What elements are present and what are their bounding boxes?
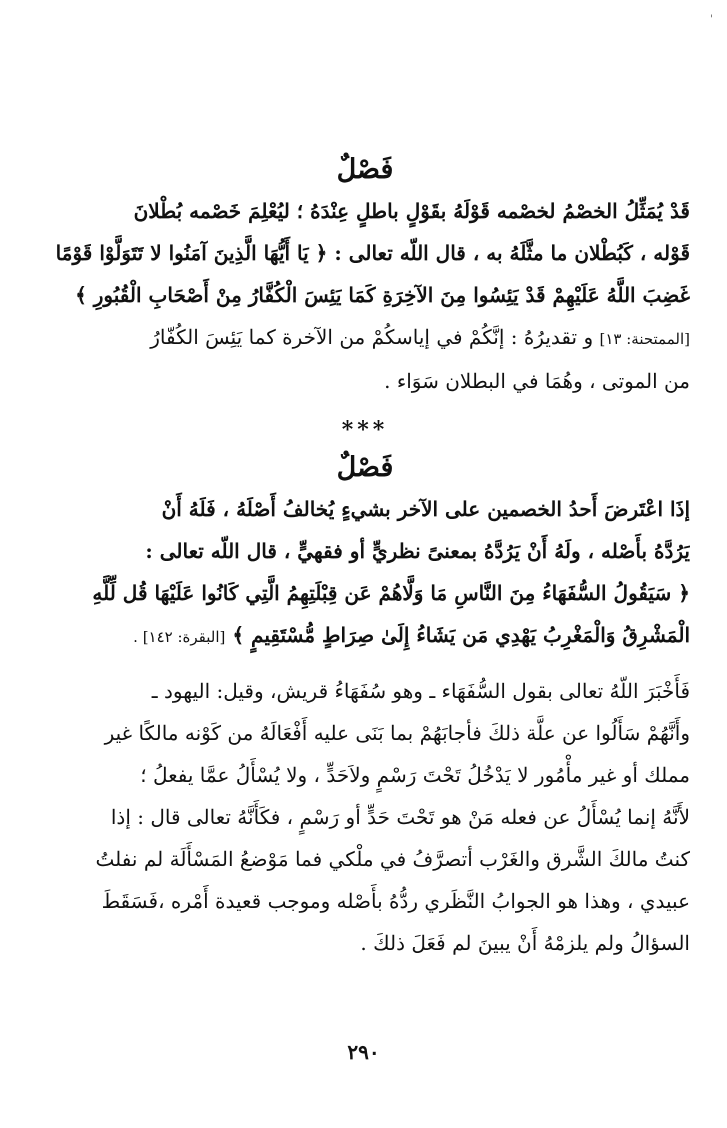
- section1-line-1: قَدْ يُمَثِّلُ الخصْمُ لخصْمه قَوْلَهُ بقَوْلٍ باطلٍ عِنْدَهُ ؛ ليُعْلِمَ خَصْمه بُطْلانَ: [133, 199, 690, 223]
- section-separator: ***: [341, 417, 389, 443]
- paragraph-gap: [40, 658, 690, 670]
- quran-reference-1: [الممتحنة: ١٣]: [599, 330, 690, 348]
- section2-verse-end: الْمَشْرِقُ وَالْمَغْرِبُ يَهْدِي مَن يَشَاءُ إِلَىٰ صِرَاطٍ مُّسْتَقِيمٍ ﴾: [232, 623, 690, 647]
- section2-body-line-1: فَأَخْبَرَ اللّهُ تعالى بقول السُّفَهَاء ـ وهو سُفَهَاءُ قريش، وقيل: اليهود ـ: [151, 679, 690, 703]
- section2-body-line-4: لأَنَّهُ إنما يُسْأَلُ عن فعله مَنْ هو تَحْتَ حَدٍّ أو رَسْمٍ ، فكَأَنَّهُ تعالى قال : إذا: [110, 805, 690, 829]
- section1-line-5: من الموتى ، وهُمَا في البطلان سَوَاء .: [384, 369, 690, 393]
- page-number: ٢٩٠: [347, 1040, 380, 1064]
- section1-line-3: غَضِبَ اللَّهُ عَلَيْهِمْ قَدْ يَئِسُوا مِنَ الآخِرَةِ كَمَا يَئِسَ الْكُفَّارُ مِنْ أَصْحَابِ الْقُبُورِ ﴾: [75, 283, 690, 307]
- section1-commentary-1: و تقديرُهُ : إنَّكُمْ في إياسكُمْ من الآخرة كما يَئِسَ الكُفّارُ: [150, 325, 594, 349]
- quran-reference-2: [البقرة: ١٤٢] .: [133, 628, 226, 646]
- page-body: [40, 150, 690, 964]
- section-title-2: فَصْلٌ: [336, 452, 394, 483]
- section2-line-4: [40, 614, 690, 658]
- corner-mark: ': [710, 14, 713, 25]
- section2-line-2: يَرُدَّهُ بأَصْله ، ولَهُ أَنْ يَرُدَّهُ بمعنىً نظريٍّ أو فقهيٍّ ، قال اللّه تعالى :: [145, 539, 690, 563]
- section2-body-line-2: وأَنَّهُمْ سَأَلُوا عن علَّة ذلكَ فأجابَهُمْ بما بَنَى عليه أَفْعَالَهُ من كَوْنه مالكًا غير: [104, 721, 690, 745]
- section2-line-3: ﴿ سَيَقُولُ السُّفَهَاءُ مِنَ النَّاسِ مَا وَلَّاهُمْ عَن قِبْلَتِهِمُ الَّتِي كَانُوا عَلَيْهَا قُل لِّلَّهِ: [92, 581, 690, 605]
- section2-body-line-7: السؤالُ ولم يلزمْهُ أَنْ يبينَ لم فَعَلَ ذلكَ .: [360, 931, 690, 955]
- section1-line-4: [40, 316, 690, 360]
- section2-line-1: إذَا اعْتَرضَ أَحدُ الخصمين على الآخر بشيءٍ يُخالفُ أَصْلَهُ ، فَلَهُ أَنْ: [161, 497, 690, 521]
- section2-body-line-3: مملك أو غير مأْمُور لا يَدْخُلُ تَحْتَ رَسْمٍ ولاَحَدٍّ ، ولا يُسْأَلُ عمَّا يفعلُ ؛: [140, 763, 690, 787]
- section-title-1: فَصْلٌ: [336, 154, 394, 185]
- section2-body-line-6: عبيدي ، وهذا هو الجوابُ النَّظَري ردُّهُ بأَصْله وموجب قعيدة أَمْره ،فَسَقَطَ: [101, 889, 690, 913]
- section1-line-2: قَوْله ، كَبُطْلان ما مثَّلَهُ به ، قال اللّه تعالى : ﴿ يَا أَيُّهَا الَّذِينَ آمَنُوا لا تَتَوَلَّوْا قَوْمًا: [55, 241, 690, 265]
- section2-body-line-5: كنتُ مالكَ الشَّرق والغَرْب أتصرَّفُ في ملْكي فما مَوْضعُ المَسْأَلَة لم نفلتُ: [95, 847, 690, 871]
